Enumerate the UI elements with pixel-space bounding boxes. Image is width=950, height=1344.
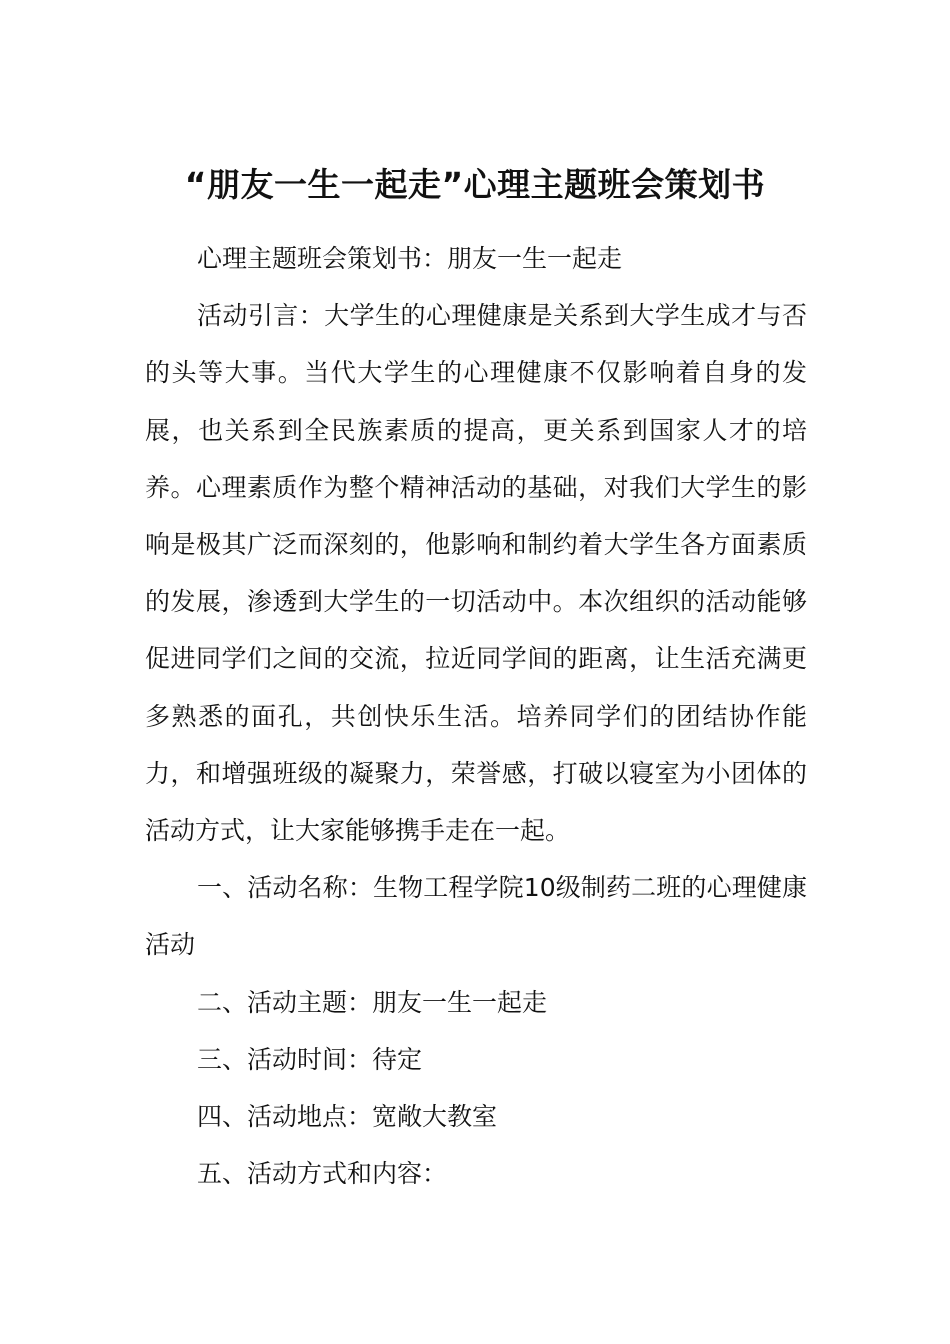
activity-name-item: 一、活动名称：生物工程学院10级制药二班的心理健康活动 bbox=[145, 873, 807, 960]
activity-location-item: 四、活动地点：宽敞大教室 bbox=[197, 1102, 498, 1132]
document-body bbox=[145, 230, 807, 1202]
document-title: “朋友一生一起走”心理主题班会策划书 bbox=[184, 165, 766, 204]
activity-format-item: 五、活动方式和内容： bbox=[197, 1159, 448, 1189]
activity-theme-item: 二、活动主题：朋友一生一起走 bbox=[197, 987, 548, 1017]
introduction-paragraph: 活动引言：大学生的心理健康是关系到大学生成才与否的头等大事。当代大学生的心理健康不仅影响着自身的发展，也关系到全民族素质的提高，更关系到国家人才的培养。心理素质作为整个精神活动的基础，对我们大学生的影响是极其广泛而深刻的，他影响和制约着大学生各方面素质的发展，渗透到大学生的一切活动中。本次组织的活动能够促进同学们之间的交流，拉近同学间的距离，让生活充满更多熟悉的面孔，共创快乐生活。培养同学们的团结协作能力，和增强班级的凝聚力，荣誉感，打破以寝室为小团体的活动方式，让大家能够携手走在一起。 bbox=[145, 301, 807, 846]
activity-time-item: 三、活动时间：待定 bbox=[197, 1044, 423, 1074]
subtitle-paragraph: 心理主题班会策划书：朋友一生一起走 bbox=[197, 244, 623, 273]
